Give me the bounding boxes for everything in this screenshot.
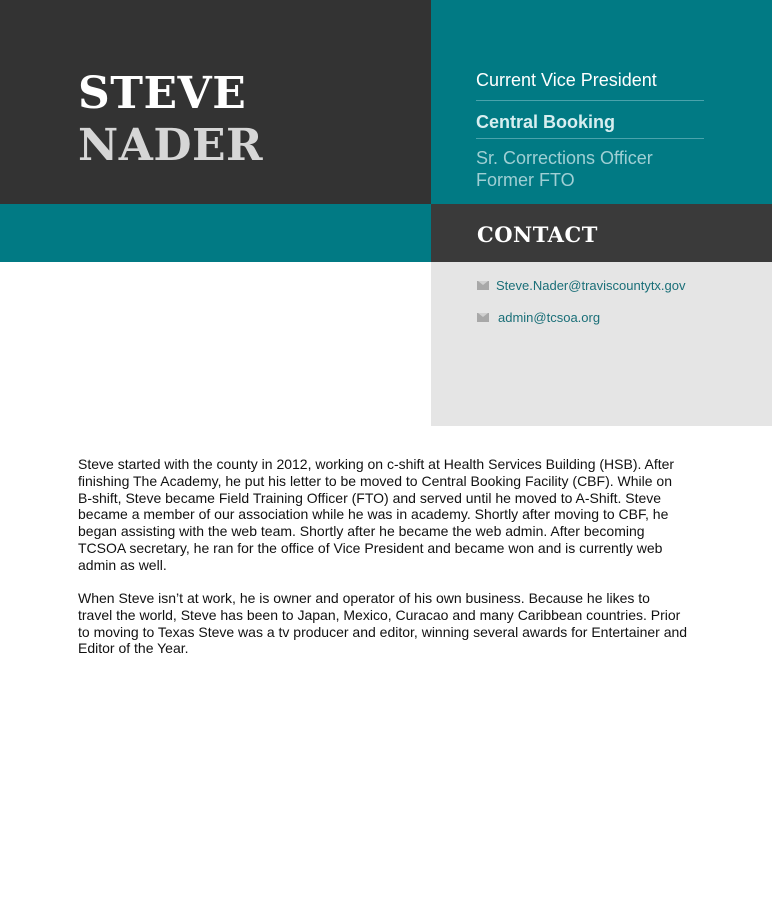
past-role: Former FTO bbox=[476, 170, 575, 190]
contact-item-email-1 bbox=[477, 278, 686, 293]
last-name: NADER bbox=[78, 120, 264, 171]
first-name: STEVE bbox=[78, 68, 247, 119]
email-link-1[interactable]: Steve.Nader@traviscountytx.gov bbox=[496, 278, 686, 293]
current-role: Current Vice President bbox=[476, 70, 657, 90]
divider bbox=[476, 100, 704, 101]
contact-item-email-2 bbox=[477, 310, 600, 325]
contact-heading: CONTACT bbox=[477, 222, 598, 247]
past-role: Sr. Corrections Officer bbox=[476, 148, 653, 168]
mail-icon bbox=[477, 281, 489, 290]
mail-icon bbox=[477, 313, 489, 322]
accent-strip bbox=[0, 204, 431, 262]
unit-name: Central Booking bbox=[476, 112, 616, 132]
divider bbox=[476, 138, 704, 139]
bio-paragraph-2: When Steve isn’t at work, he is owner and operator of his own business. Because he likes to travel the world, Steve has been to Japan, Mexico, Curacao and many Caribbean countries. Prior to moving to Texas Steve was a tv producer and editor, winning several awards for Entertainer and Editor of the Year. bbox=[78, 590, 688, 657]
bio-paragraph-1: Steve started with the county in 2012, working on c-shift at Health Services Building (HSB). After finishing The Academy, he put his letter to be moved to Central Booking Facility (CBF). While on B-shift, Steve became Field Training Officer (FTO) and served until he moved to A-Shift. Steve became a member of our association while he was in academy. Shortly after moving to CBF, he began assisting with the web team. Shortly after he became the web admin. After becoming TCSOA secretary, he ran for the office of Vice President and became won and is currently web admin as well. bbox=[78, 456, 675, 573]
email-link-2[interactable]: admin@tcsoa.org bbox=[498, 310, 601, 325]
